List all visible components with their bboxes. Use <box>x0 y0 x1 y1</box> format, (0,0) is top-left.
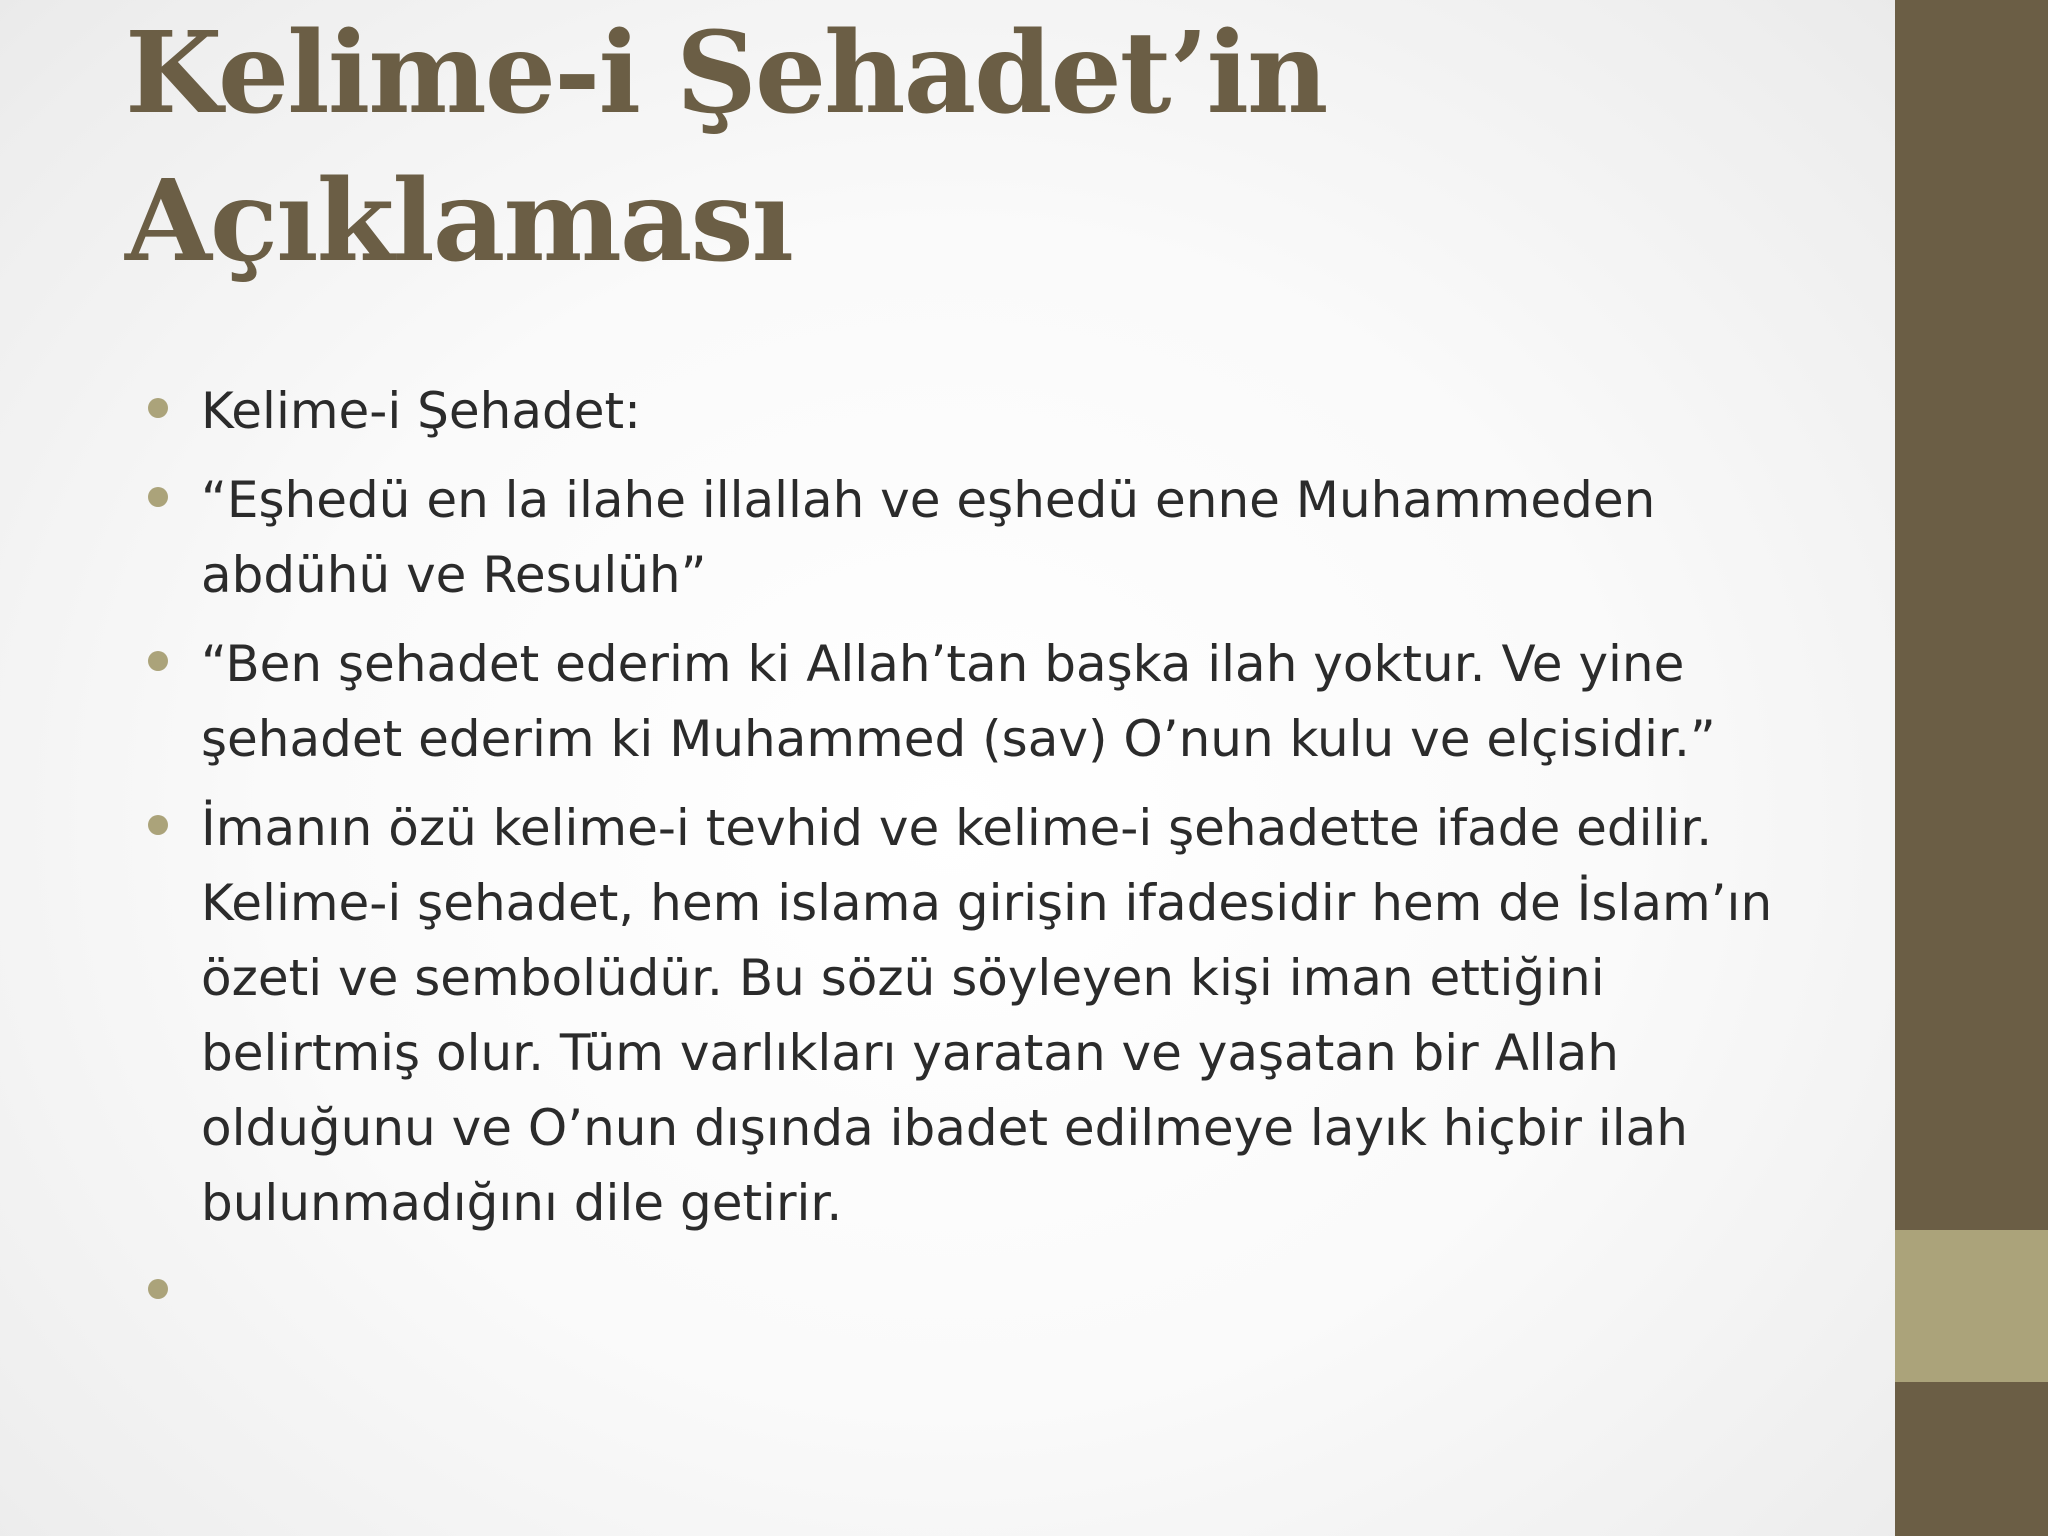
bullet-item <box>148 463 1848 613</box>
bullet-item <box>148 374 1848 449</box>
bullet-text: İmanın özü kelime-i tevhid ve kelime-i şehadette ifade edilir. Kelime-i şehadet, hem islama girişin ifadesidir hem de İslam’ın özeti ve sembolüdür. Bu sözü söyleyen kişi iman ettiğini belirtmiş olur. Tüm varlıkları yaratan ve yaşatan bir Allah olduğunu ve O’nun dışında ibadet edilmeye layık hiçbir ilah bulunmadığını dile getirir. <box>201 799 1773 1232</box>
slide-title-line-2: Açıklaması <box>125 156 793 287</box>
bullet-text: “Eşhedü en la ilahe illallah ve eşhedü enne Muhammeden abdühü ve Resulüh” <box>201 471 1656 604</box>
bullet-item <box>148 627 1848 777</box>
bullet-item-empty <box>148 1255 1848 1330</box>
bullet-dot-icon <box>148 815 168 835</box>
slide-title <box>125 0 1825 296</box>
bullet-dot-icon <box>148 487 168 507</box>
slide-title-line-1: Kelime-i Şehadet’in <box>125 8 1327 139</box>
side-decoration-accent <box>1895 1230 2048 1382</box>
bullet-dot-icon <box>148 1279 168 1299</box>
bullet-item <box>148 791 1848 1241</box>
bullet-text: Kelime-i Şehadet: <box>201 382 641 440</box>
bullet-dot-icon <box>148 398 168 418</box>
bullet-dot-icon <box>148 651 168 671</box>
bullet-list <box>148 374 1848 1344</box>
bullet-text: “Ben şehadet ederim ki Allah’tan başka ilah yoktur. Ve yine şehadet ederim ki Muhammed (sav) O’nun kulu ve elçisidir.” <box>201 635 1716 768</box>
